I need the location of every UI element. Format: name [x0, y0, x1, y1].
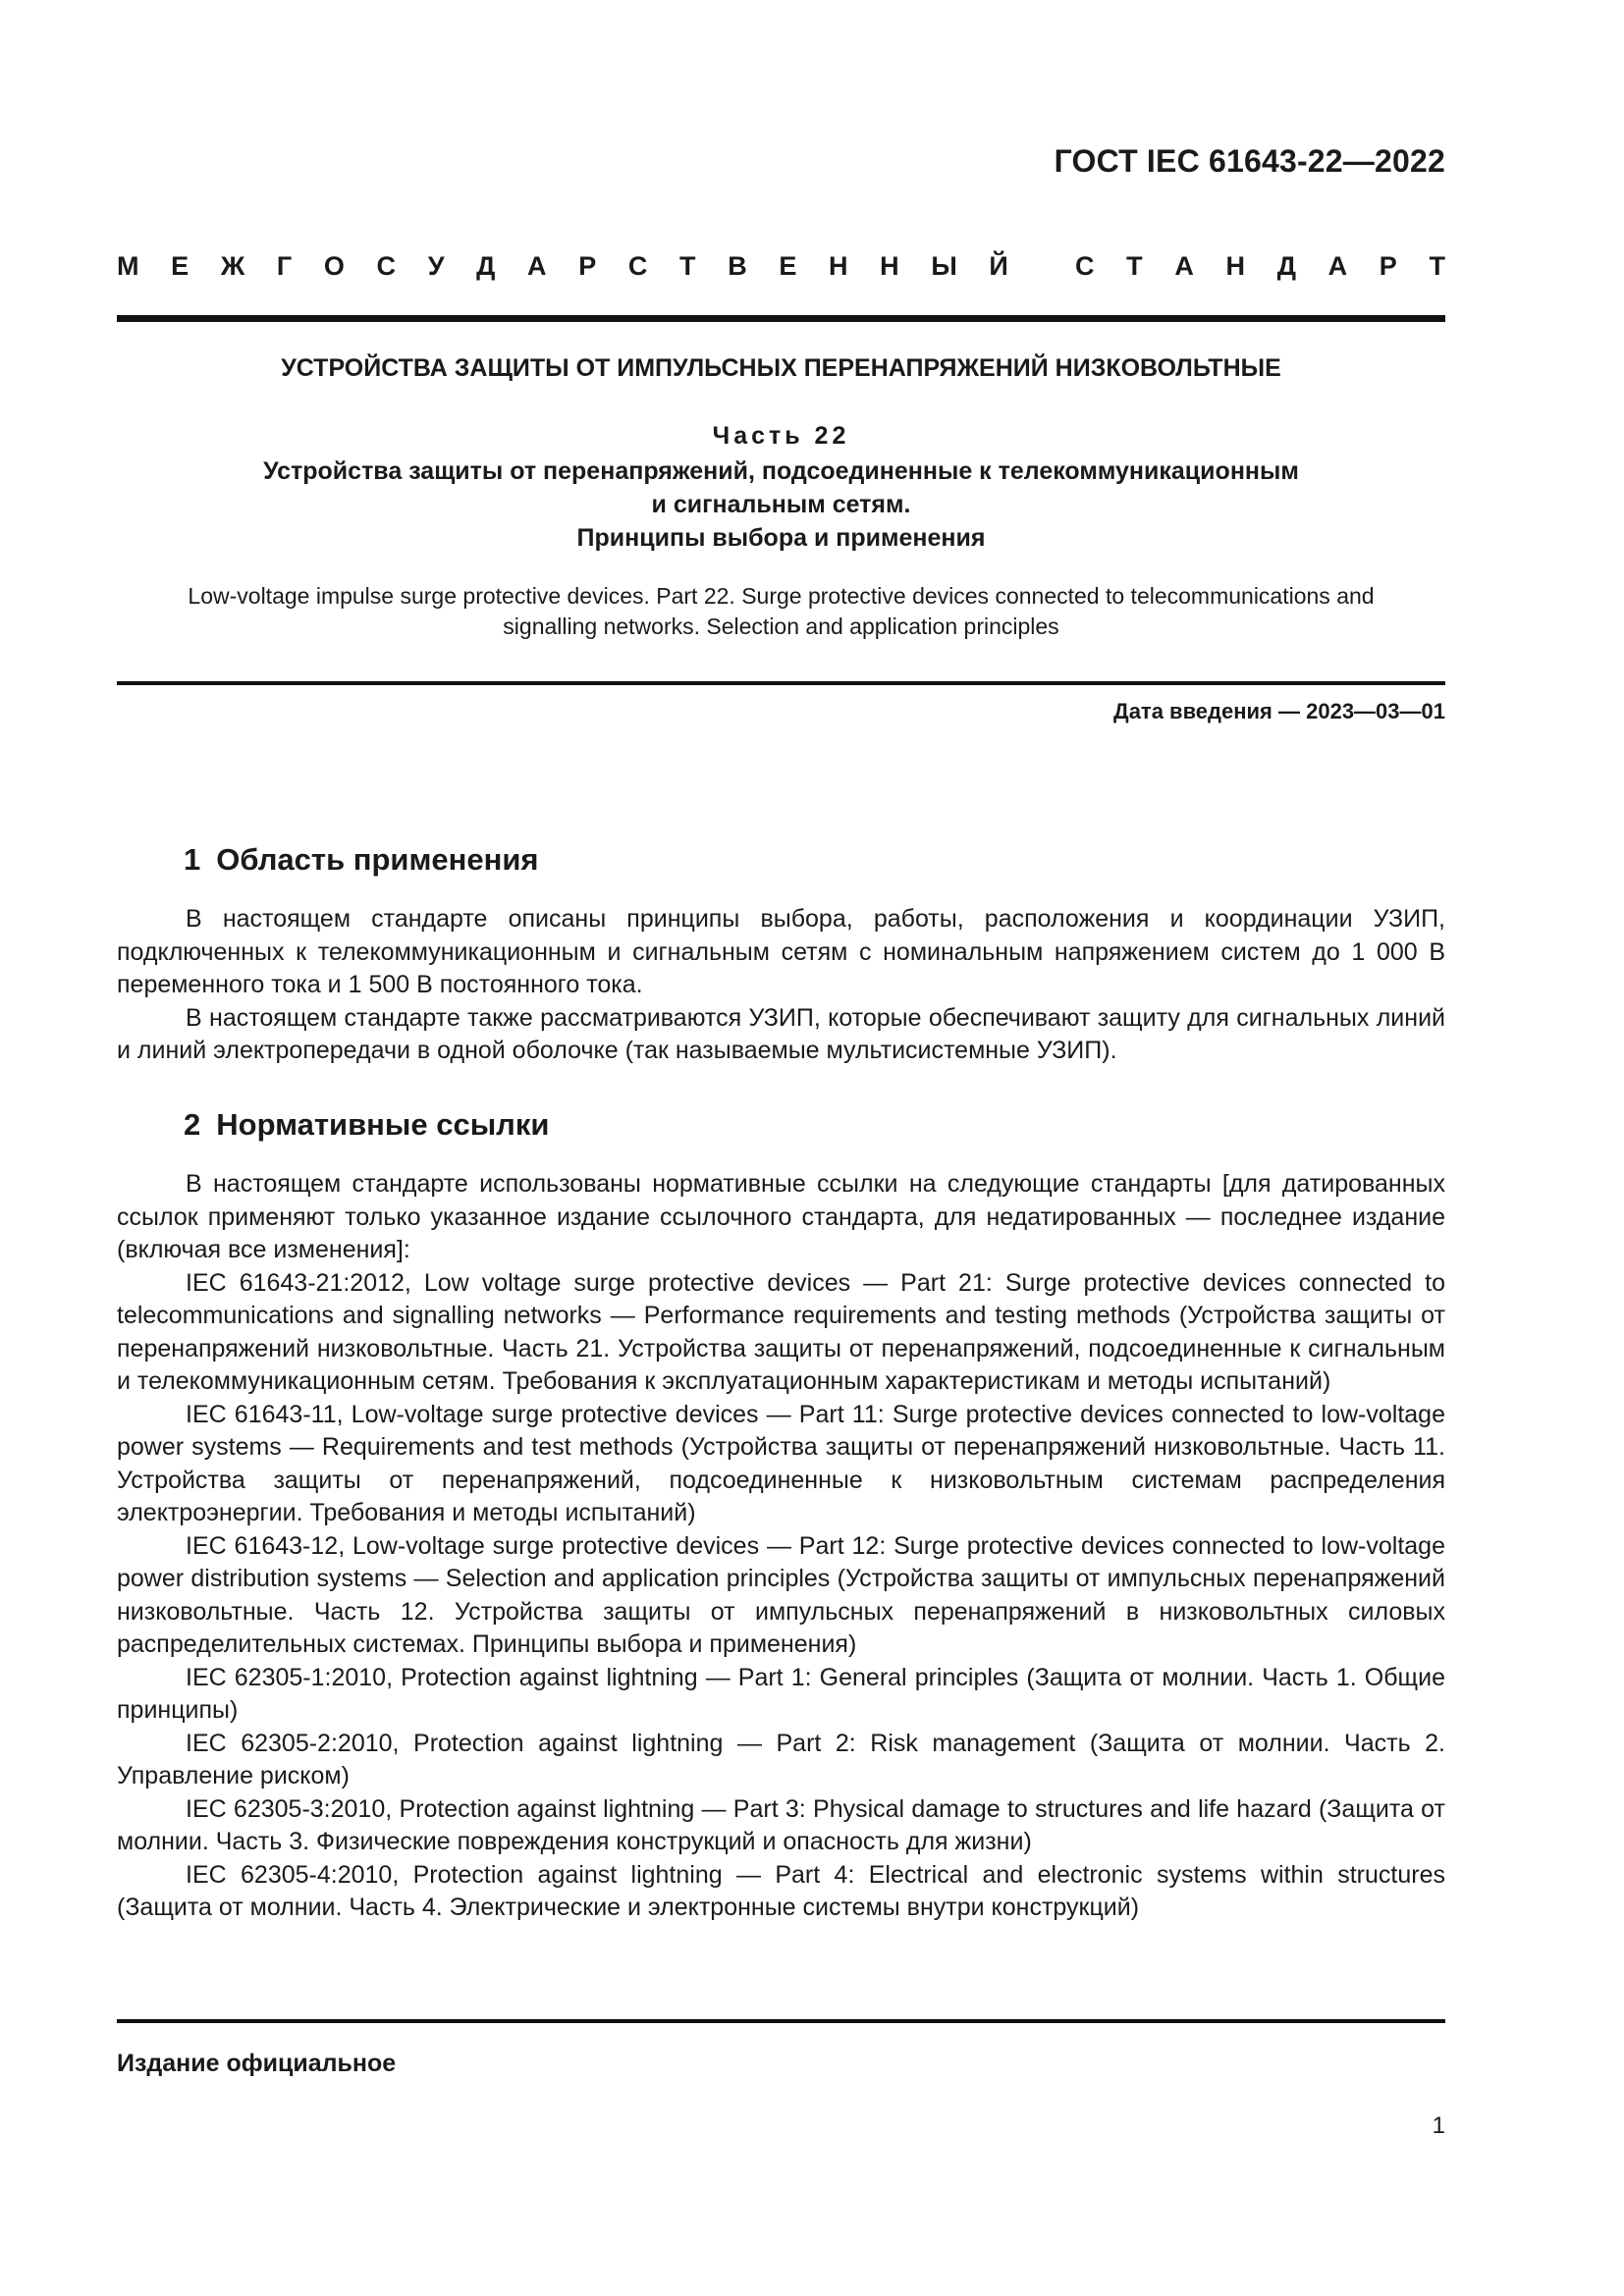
reference-item: IEC 61643-12, Low-voltage surge protective devices — Part 12: Surge protective devices connected to low-voltage power distribution systems — Selection and application principles (Устройства защиты от импульсных перенапряжений низковольтные. Часть 12. Устройства защиты от импульсных перенапряжений в низковольтных силовых распределительных системах. Принципы выбора и применения) — [117, 1531, 1445, 1658]
page-number: 1 — [1432, 2112, 1445, 2139]
title-rule — [117, 681, 1445, 685]
subtitle-line-2: и сигнальным сетям. — [651, 491, 911, 518]
heading-letter: Т — [1126, 251, 1143, 281]
paragraph: В настоящем стандарте использованы нормативные ссылки на следующие стандарты [для датированных ссылок применяют только указанное издание ссылочного стандарта, для недатированных — последнее издание (включая все изменения]: — [117, 1170, 1445, 1263]
section-title: Область применения — [216, 842, 539, 877]
heading-letter: Н — [880, 251, 899, 281]
heading-letter: Е — [171, 251, 189, 281]
standard-designation: ГОСТ IEC 61643-22—2022 — [1054, 143, 1445, 179]
heading-letter: У — [427, 251, 445, 281]
heading-letter: Г — [276, 251, 293, 281]
part-number: Часть 22 — [712, 422, 850, 450]
reference-item: IEC 61643-21:2012, Low voltage surge protective devices — Part 21: Surge protective devices connected to telecommunications and signalling networks — Performance requirements and testing methods (Устройства защиты от перенапряжений низковольтные. Часть 21. Устройства защиты от перенапряжений, подсоединенные к сигнальным и телекоммуникационным сетям. Требования к эксплуатационным характеристикам и методы испытаний) — [117, 1268, 1445, 1395]
section-heading-2 — [184, 1107, 549, 1143]
paragraph: В настоящем стандарте также рассматриваются УЗИП, которые обеспечивают защиту для сигнальных линий и линий электропередачи в одной оболочке (так называемые мультисистемные УЗИП). — [117, 1003, 1445, 1064]
section-heading-1 — [184, 842, 539, 878]
reference-item: IEC 62305-3:2010, Protection against lightning — Part 3: Physical damage to structures and life hazard (Защита от молнии. Часть 3. Физические повреждения конструкций и опасность для жизни) — [117, 1794, 1445, 1855]
standard-type-heading — [117, 251, 1445, 282]
heading-letter: С — [1075, 251, 1095, 281]
introduction-date: Дата введения — 2023—03—01 — [1113, 699, 1445, 723]
heading-letter: Р — [578, 251, 597, 281]
reference-item: IEC 62305-2:2010, Protection against lightning — Part 2: Risk management (Защита от молнии. Часть 2. Управление риском) — [117, 1729, 1445, 1789]
heading-letter: Ы — [931, 251, 957, 281]
section-number: 1 — [184, 842, 201, 877]
paragraph: В настоящем стандарте описаны принципы выбора, работы, расположения и координации УЗИП, подключенных к телекоммуникационным и сигнальным сетям с номинальным напряжением систем до 1 000 В переменного тока и 1 500 В постоянного тока. — [117, 905, 1445, 998]
heading-letter: С — [376, 251, 397, 281]
heading-letter: С — [627, 251, 648, 281]
standard-type-word-2 — [1075, 251, 1445, 282]
section-number: 2 — [184, 1107, 201, 1142]
heading-letter: В — [728, 251, 747, 281]
top-rule — [117, 315, 1445, 322]
section-1-body — [117, 903, 1445, 1068]
standard-type-word-1 — [117, 251, 1008, 282]
english-title-line-2: signalling networks. Selection and application principles — [503, 614, 1059, 639]
heading-letter: Т — [679, 251, 696, 281]
heading-letter: Ж — [220, 251, 245, 281]
section-2-body — [117, 1168, 1445, 1925]
heading-letter: Т — [1429, 251, 1445, 281]
heading-letter: М — [117, 251, 139, 281]
official-edition-label: Издание официальное — [117, 2050, 397, 2077]
heading-letter: А — [1327, 251, 1348, 281]
heading-letter: Н — [829, 251, 848, 281]
heading-letter: Д — [476, 251, 496, 281]
heading-letter: Д — [1276, 251, 1296, 281]
reference-item: IEC 62305-1:2010, Protection against lightning — Part 1: General principles (Защита от молнии. Часть 1. Общие принципы) — [117, 1663, 1445, 1724]
footer-rule — [117, 2019, 1445, 2023]
heading-letter: Н — [1225, 251, 1246, 281]
document-title: УСТРОЙСТВА ЗАЩИТЫ ОТ ИМПУЛЬСНЫХ ПЕРЕНАПРЯЖЕНИЙ НИЗКОВОЛЬТНЫЕ — [281, 354, 1281, 382]
english-title — [117, 581, 1445, 642]
subtitle-line-1: Устройства защиты от перенапряжений, подсоединенные к телекоммуникационным — [263, 457, 1299, 485]
heading-letter: Р — [1379, 251, 1397, 281]
subtitle-line-3: Принципы выбора и применения — [576, 524, 986, 552]
document-subtitle — [117, 454, 1445, 555]
heading-letter: О — [323, 251, 345, 281]
reference-item: IEC 62305-4:2010, Protection against lightning — Part 4: Electrical and electronic systems within structures (Защита от молнии. Часть 4. Электрические и электронные системы внутри конструкций) — [117, 1860, 1445, 1921]
heading-letter: Й — [989, 251, 1008, 281]
heading-letter: А — [527, 251, 547, 281]
section-title: Нормативные ссылки — [216, 1107, 550, 1142]
heading-letter: А — [1174, 251, 1194, 281]
english-title-line-1: Low-voltage impulse surge protective devices. Part 22. Surge protective devices connected to telecommunications and — [188, 583, 1375, 609]
heading-letter: Е — [779, 251, 797, 281]
reference-item: IEC 61643-11, Low-voltage surge protective devices — Part 11: Surge protective devices connected to low-voltage power systems — Requirements and test methods (Устройства защиты от перенапряжений низковольтные. Часть 11. Устройства защиты от перенапряжений, подсоединенные к низковольтным системам распределения электроэнергии. Требования и методы испытаний) — [117, 1400, 1445, 1526]
